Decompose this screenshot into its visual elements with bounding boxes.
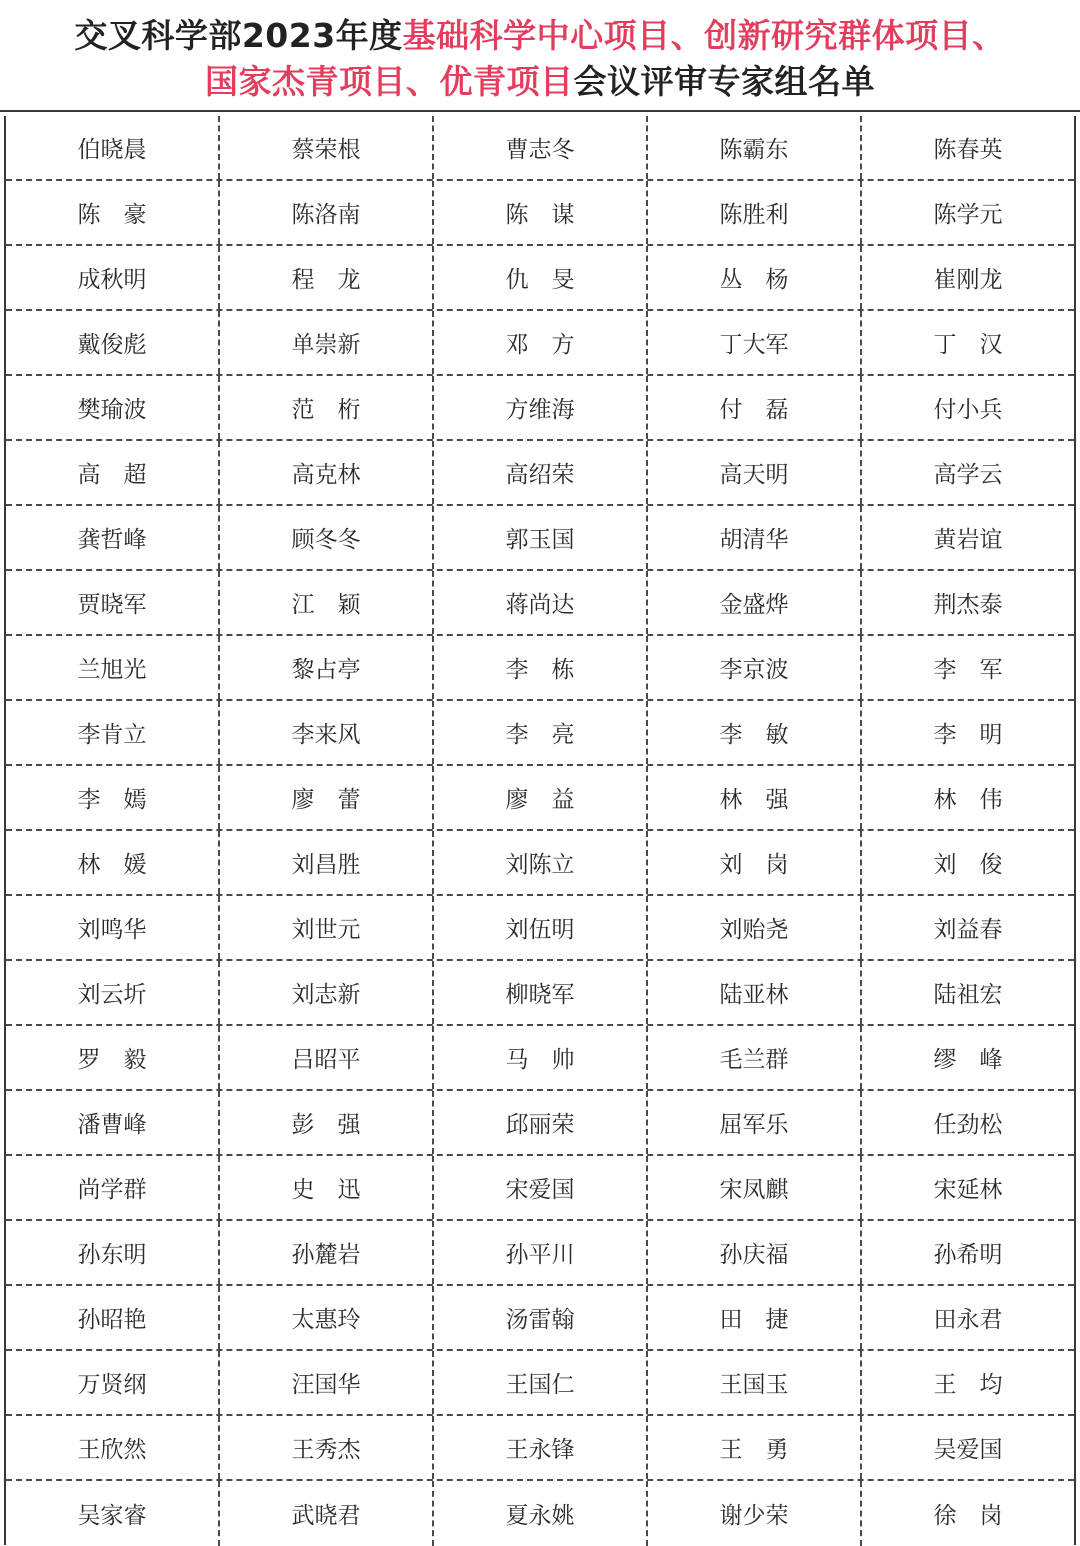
expert-name-cell: 王欣然	[6, 1416, 220, 1479]
expert-name-cell: 刘鸣华	[6, 896, 220, 959]
title-line-1	[0, 16, 1080, 56]
expert-name-cell: 陈霸东	[648, 116, 862, 179]
expert-name-cell: 邓 方	[434, 311, 648, 374]
expert-name-cell: 孙昭艳	[6, 1286, 220, 1349]
expert-name-cell: 王秀杰	[220, 1416, 434, 1479]
table-row	[6, 1286, 1074, 1351]
expert-name-cell: 吴爱国	[933, 1437, 1003, 1463]
table-row	[6, 961, 1074, 1026]
expert-name-cell: 林 强	[648, 766, 862, 829]
table-row	[6, 181, 1074, 246]
expert-name-cell: 刘 俊	[933, 852, 1003, 878]
table-row	[6, 1091, 1074, 1156]
expert-name-cell: 江 颖	[220, 571, 434, 634]
expert-name-cell: 宋爱国	[434, 1156, 648, 1219]
expert-name-cell: 孙东明	[6, 1221, 220, 1284]
expert-name-cell: 陈 谋	[434, 181, 648, 244]
expert-name-cell: 史 迅	[220, 1156, 434, 1219]
expert-name-cell: 李 明	[933, 722, 1003, 748]
table-row	[6, 311, 1074, 376]
expert-name-cell: 戴俊彪	[6, 311, 220, 374]
expert-name-cell: 陈胜利	[648, 181, 862, 244]
table-row	[6, 376, 1074, 441]
expert-name-cell: 林 媛	[6, 831, 220, 894]
expert-name-cell: 孙庆福	[648, 1221, 862, 1284]
title-dept: 交叉科学部2023年度	[74, 16, 403, 55]
expert-name-cell: 黄岩谊	[933, 527, 1003, 553]
table-row	[6, 1221, 1074, 1286]
expert-name-cell: 兰旭光	[6, 636, 220, 699]
expert-name-cell: 汤雷翰	[434, 1286, 648, 1349]
table-row	[6, 246, 1074, 311]
expert-name-cell: 彭 强	[220, 1091, 434, 1154]
table-row	[6, 1416, 1074, 1481]
expert-name-cell: 田永君	[933, 1307, 1003, 1333]
expert-name-cell: 刘昌胜	[220, 831, 434, 894]
expert-name-cell: 缪 峰	[933, 1047, 1003, 1073]
expert-name-cell: 武晓君	[220, 1481, 434, 1546]
expert-name-cell: 贾晓军	[6, 571, 220, 634]
expert-name-cell: 曹志冬	[434, 116, 648, 179]
expert-name-cell: 潘曹峰	[6, 1091, 220, 1154]
expert-name-cell: 刘伍明	[434, 896, 648, 959]
expert-name-cell: 程 龙	[220, 246, 434, 309]
expert-name-cell: 金盛烨	[648, 571, 862, 634]
expert-name-cell: 孙麓岩	[220, 1221, 434, 1284]
expert-name-cell: 单崇新	[220, 311, 434, 374]
expert-name-cell: 丁大军	[648, 311, 862, 374]
title-line-2	[0, 62, 1080, 102]
expert-name-cell: 马 帅	[434, 1026, 648, 1089]
expert-name-table	[4, 116, 1076, 1545]
expert-name-cell: 丛 杨	[648, 246, 862, 309]
expert-name-cell: 徐 岗	[933, 1503, 1003, 1529]
expert-name-cell: 付小兵	[933, 397, 1003, 423]
expert-name-cell: 王 均	[933, 1372, 1003, 1398]
expert-name-cell: 仇 旻	[434, 246, 648, 309]
table-row	[6, 441, 1074, 506]
expert-name-cell: 孙希明	[933, 1242, 1003, 1268]
expert-name-cell: 屈军乐	[648, 1091, 862, 1154]
expert-name-cell: 李 栋	[434, 636, 648, 699]
expert-name-cell: 刘益春	[933, 917, 1003, 943]
expert-name-cell: 荆杰泰	[933, 592, 1003, 618]
expert-name-cell: 吕昭平	[220, 1026, 434, 1089]
expert-name-cell: 太惠玲	[220, 1286, 434, 1349]
table-row	[6, 701, 1074, 766]
expert-name-cell: 龚哲峰	[6, 506, 220, 569]
table-row	[6, 571, 1074, 636]
expert-name-cell: 陆亚林	[648, 961, 862, 1024]
expert-name-cell: 刘陈立	[434, 831, 648, 894]
expert-name-cell: 王 勇	[648, 1416, 862, 1479]
expert-name-cell: 付 磊	[648, 376, 862, 439]
expert-name-cell: 陈学元	[933, 202, 1003, 228]
expert-name-cell: 刘志新	[220, 961, 434, 1024]
expert-name-cell: 刘云圻	[6, 961, 220, 1024]
expert-name-cell: 尚学群	[6, 1156, 220, 1219]
expert-name-cell: 廖 蕾	[220, 766, 434, 829]
expert-name-cell: 高 超	[6, 441, 220, 504]
expert-name-cell: 顾冬冬	[220, 506, 434, 569]
table-row	[6, 506, 1074, 571]
expert-name-cell: 王国仁	[434, 1351, 648, 1414]
expert-name-cell: 蔡荣根	[220, 116, 434, 179]
expert-name-cell: 高学云	[933, 462, 1003, 488]
expert-name-cell: 刘 岗	[648, 831, 862, 894]
title-projects-2: 国家杰青项目、优青项目	[205, 62, 574, 101]
expert-name-cell: 夏永姚	[434, 1481, 648, 1546]
expert-name-cell: 胡清华	[648, 506, 862, 569]
expert-name-cell: 孙平川	[434, 1221, 648, 1284]
expert-name-cell: 任劲松	[933, 1112, 1003, 1138]
table-row	[6, 636, 1074, 701]
expert-name-cell: 郭玉国	[434, 506, 648, 569]
expert-name-cell: 廖 益	[434, 766, 648, 829]
page-header	[0, 0, 1080, 112]
expert-name-cell: 王永锋	[434, 1416, 648, 1479]
expert-name-cell: 毛兰群	[648, 1026, 862, 1089]
expert-name-cell: 邱丽荣	[434, 1091, 648, 1154]
expert-name-cell: 成秋明	[6, 246, 220, 309]
expert-name-cell: 刘世元	[220, 896, 434, 959]
table-row	[6, 1481, 1074, 1546]
expert-name-cell: 陈春英	[933, 137, 1003, 163]
expert-name-cell: 王国玉	[648, 1351, 862, 1414]
expert-name-cell: 李肯立	[6, 701, 220, 764]
expert-name-cell: 李 敏	[648, 701, 862, 764]
table-row	[6, 1156, 1074, 1221]
table-row	[6, 896, 1074, 961]
expert-name-cell: 伯晓晨	[6, 116, 220, 179]
title-projects-1: 基础科学中心项目、创新研究群体项目、	[402, 16, 1006, 55]
expert-name-cell: 李 亮	[434, 701, 648, 764]
expert-name-cell: 范 桁	[220, 376, 434, 439]
expert-name-cell: 汪国华	[220, 1351, 434, 1414]
table-row	[6, 1351, 1074, 1416]
expert-name-cell: 万贤纲	[6, 1351, 220, 1414]
expert-name-cell: 李 军	[933, 657, 1003, 683]
expert-name-cell: 高克林	[220, 441, 434, 504]
table-row	[6, 831, 1074, 896]
expert-name-cell: 高绍荣	[434, 441, 648, 504]
expert-name-cell: 高天明	[648, 441, 862, 504]
expert-name-cell: 刘贻尧	[648, 896, 862, 959]
expert-name-cell: 李来风	[220, 701, 434, 764]
expert-name-cell: 丁 汉	[933, 332, 1003, 358]
expert-name-cell: 李 嫣	[6, 766, 220, 829]
expert-name-cell: 黎占亭	[220, 636, 434, 699]
expert-name-cell: 崔刚龙	[933, 267, 1003, 293]
expert-name-cell: 田 捷	[648, 1286, 862, 1349]
expert-name-cell: 罗 毅	[6, 1026, 220, 1089]
expert-name-cell: 陆祖宏	[933, 982, 1003, 1008]
table-row	[6, 116, 1074, 181]
expert-name-cell: 谢少荣	[648, 1481, 862, 1546]
expert-name-cell: 陈 豪	[6, 181, 220, 244]
expert-name-cell: 李京波	[648, 636, 862, 699]
expert-name-cell: 宋延林	[933, 1177, 1003, 1203]
title-list-name: 会议评审专家组名单	[573, 62, 875, 101]
expert-name-cell: 林 伟	[933, 787, 1003, 813]
expert-name-cell: 蒋尚达	[434, 571, 648, 634]
expert-name-cell: 柳晓军	[434, 961, 648, 1024]
table-row	[6, 1026, 1074, 1091]
expert-name-cell: 陈洛南	[220, 181, 434, 244]
table-row	[6, 766, 1074, 831]
expert-name-cell: 宋凤麒	[648, 1156, 862, 1219]
expert-name-cell: 方维海	[434, 376, 648, 439]
expert-name-cell: 吴家睿	[6, 1481, 220, 1546]
expert-name-cell: 樊瑜波	[6, 376, 220, 439]
